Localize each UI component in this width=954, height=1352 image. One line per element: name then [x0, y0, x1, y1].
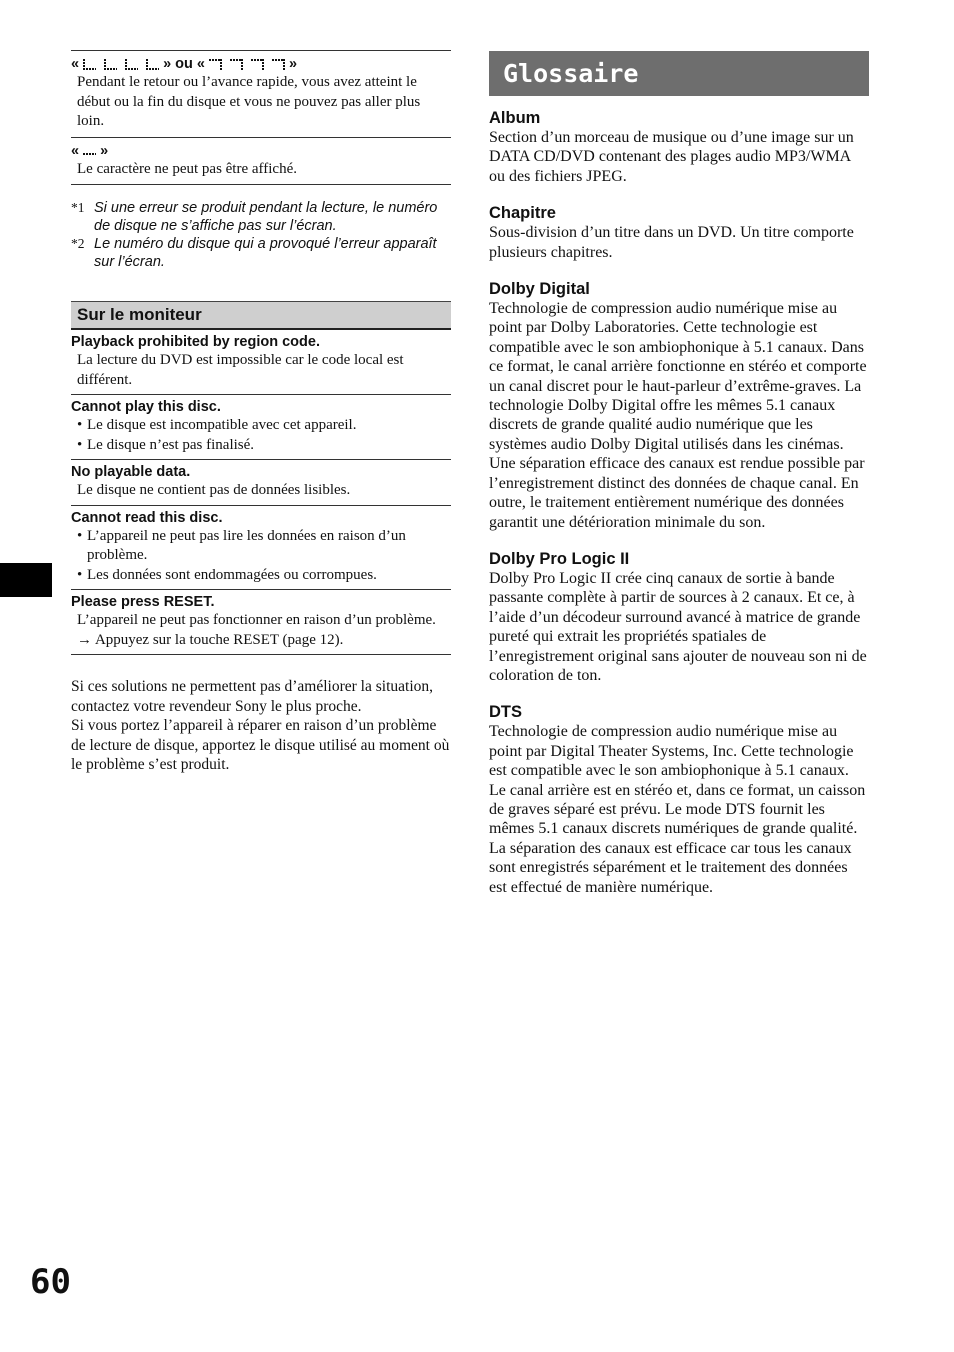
bullet-item: • Le disque n’est pas finalisé.: [77, 436, 255, 453]
glossary-definition: Technologie de compression audio numérique mise au point par Dolby Laboratories. Cette technologie est compatible avec le son ambiophonique à 5.1 canaux. Dans ce format, le canal arrière fonctionne en stéréo et comporte un canal discret pour le haut-parleur d’extrême-graves. La technologie Dolby Digital offre les mêmes 5.1 canaux discrets de grande qualité audio numérique que les systèmes audio Dolby Digital utilisés dans les cinémas. Une séparation efficace des canaux est rendue possible par l’enregistrement distinct des données de chaque canal. En outre, le traitement entièrement numérique des données garantit une détérioration minimale du son.: [489, 300, 867, 531]
monitor-message-row: [71, 590, 451, 655]
closing-paragraph: Si ces solutions ne permettent pas d’améliorer la situation, contactez votre revendeur Sony le plus proche.: [71, 678, 434, 715]
monitor-message-title: No playable data.: [71, 464, 191, 480]
page-number: 60: [30, 1262, 71, 1302]
footnotes: [71, 199, 451, 271]
monitor-message-title: Cannot read this disc.: [71, 509, 223, 526]
glossary-term: Album: [489, 109, 541, 127]
display-message-desc: Pendant le retour ou l’avance rapide, vous avez atteint le début ou la fin du disque et vous ne pouvez pas aller plus loin.: [77, 74, 421, 129]
monitor-message-row: [71, 506, 451, 591]
glossary-definition: Section d’un morceau de musique ou d’une image sur un DATA CD/DVD contenant des plages audio MP3/WMA ou des fichiers JPEG.: [489, 129, 854, 185]
segment-glyph-icon: [230, 59, 243, 70]
monitor-message-desc: L’appareil ne peut pas fonctionner en raison d’un problème.: [77, 612, 436, 628]
segment-glyph-icon: [209, 59, 222, 70]
display-message-desc: Le caractère ne peut pas être affiché.: [77, 160, 297, 177]
segment-glyph-icon: [125, 59, 138, 70]
glossary-term: Chapitre: [489, 204, 556, 223]
bullet-item: • Les données sont endommagées ou corrompues.: [77, 566, 377, 583]
segment-glyph-icon: [251, 59, 264, 70]
left-column: [71, 50, 451, 775]
closing-paragraph: Si vous portez l’appareil à réparer en raison d’un problème de lecture de disque, apportez le disque utilisé au moment où le problème s’est produit.: [71, 717, 450, 773]
bullet-item: • Le disque est incompatible avec cet appareil.: [77, 417, 357, 433]
glossary-definition: Dolby Pro Logic II crée cinq canaux de sortie à bande passante complète à partir de sources à 2 canaux. Et ce, à l’aide d’un décodeur surround avancé à matrice de grande pureté qui extrait les propriétés spatiales de l’enregistrement original sans ajouter de nouveau son ni de coloration de ton.: [489, 569, 867, 684]
display-message-title: « » ou « »: [71, 56, 298, 72]
monitor-message-desc: La lecture du DVD est impossible car le code local est différent.: [77, 352, 404, 388]
monitor-message-desc: Le disque ne contient pas de données lisibles.: [77, 482, 351, 498]
right-column: [489, 51, 869, 897]
glossary-heading: Glossaire: [489, 51, 869, 96]
segment-glyph-icon: [272, 59, 285, 70]
monitor-message-row: [71, 460, 451, 506]
section-heading-monitor: Sur le moniteur: [71, 301, 451, 330]
segment-glyph-icon: [104, 59, 117, 70]
monitor-message-title: Playback prohibited by region code.: [71, 334, 320, 350]
footnote: *1 Si une erreur se produit pendant la lecture, le numéro de disque ne s’affiche pas sur l’écran.: [71, 200, 438, 234]
glossary-term: Dolby Digital: [489, 280, 590, 299]
segment-glyph-icon: [146, 59, 159, 70]
closing-text: [71, 677, 451, 775]
monitor-messages: [71, 330, 451, 655]
action-line: → Appuyez sur la touche RESET (page 12).: [77, 631, 344, 648]
display-message-row: [71, 137, 451, 186]
footnote: *2 Le numéro du disque qui a provoqué l’erreur apparaît sur l’écran.: [71, 236, 437, 270]
monitor-message-title: Please press RESET.: [71, 594, 215, 610]
monitor-message-row: [71, 330, 451, 395]
segment-glyph-icon: [83, 59, 96, 70]
bullet-item: • L’appareil ne peut pas lire les données en raison d’un problème.: [77, 527, 406, 563]
dash-glyph-icon: [83, 145, 96, 156]
monitor-message-title: Cannot play this disc.: [71, 399, 221, 415]
glossary-term: Dolby Pro Logic II: [489, 549, 630, 568]
glossary-definition: Technologie de compression audio numérique mise au point par Digital Theater Systems, Inc. Cette technologie est compatible avec le son ambiophonique à 5.1 canaux. Le canal arrière est en stéréo et, dans ce format, un caisson de graves séparé est prévu. Le mode DTS fournit les mêmes 5.1 canaux discrets numériques de grande qualité. La séparation des canaux est efficace car tous les canaux sont enregistrés séparément et le traitement des données est effectué de manière numérique.: [489, 723, 866, 896]
glossary-definition: Sous-division d’un titre dans un DVD. Un titre comporte plusieurs chapitres.: [489, 224, 854, 261]
display-message-title: « »: [71, 142, 109, 159]
glossary-term: DTS: [489, 703, 522, 722]
monitor-message-row: [71, 395, 451, 460]
display-message-row: [71, 50, 451, 137]
arrow-right-icon: →: [77, 631, 92, 648]
section-tab-marker: [0, 563, 52, 597]
